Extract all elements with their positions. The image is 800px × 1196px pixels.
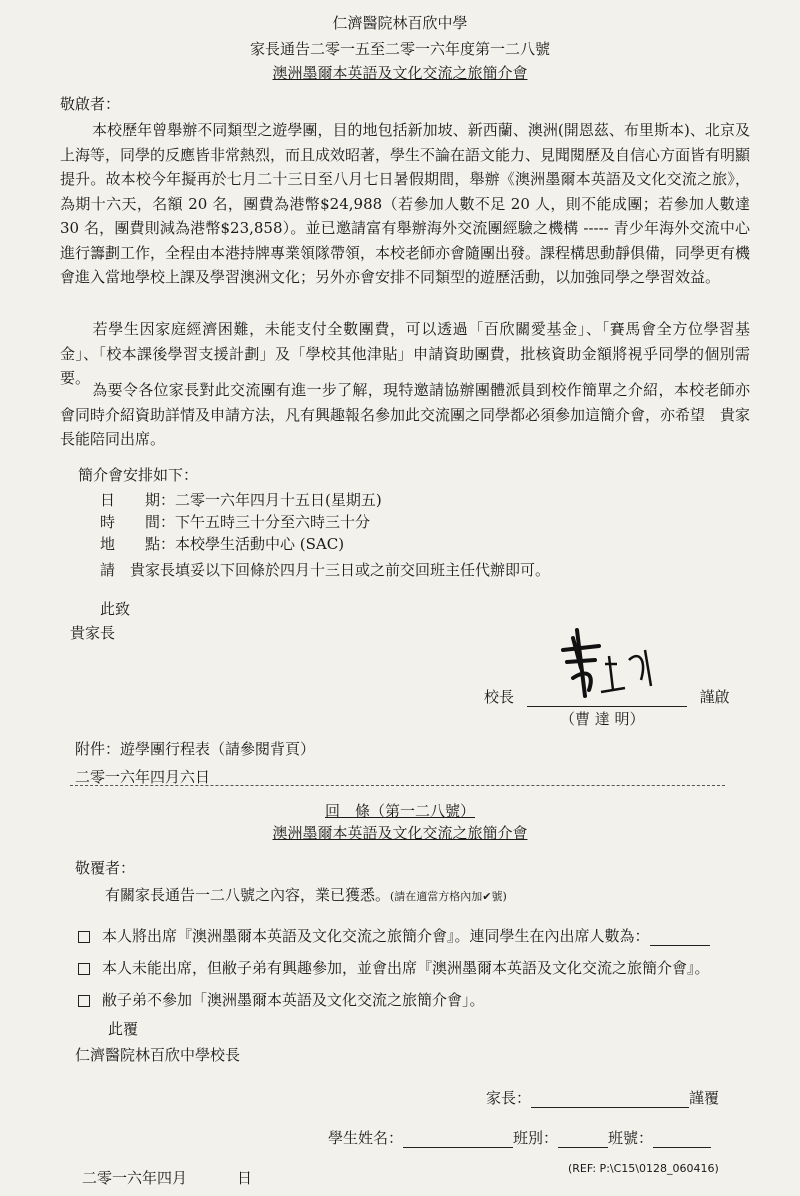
- paragraph-3: [60, 378, 750, 452]
- notice-date: 二零一六年四月六日: [75, 768, 211, 786]
- venue-value: 本校學生活動中心 (SAC): [175, 535, 345, 553]
- school-name: 仁濟醫院林百欣中學: [332, 14, 468, 32]
- reply-title: 回 條（第一二八號）: [324, 802, 475, 820]
- date-row: [100, 489, 382, 510]
- time-value: 下午五時三十分至六時三十分: [175, 513, 371, 531]
- parent-signature-field[interactable]: [531, 1093, 689, 1108]
- reply-subtitle: 澳洲墨爾本英語及文化交流之旅簡介會: [272, 824, 528, 842]
- parent-label: 家長：: [486, 1089, 532, 1107]
- date-label: 日 期：: [100, 491, 176, 509]
- class-field[interactable]: [558, 1133, 608, 1148]
- reference-code: (REF: P:\C15\0128_060416): [568, 1162, 719, 1175]
- date-value: 二零一六年四月十五日(星期五): [175, 491, 382, 509]
- option-1-label: 本人將出席『澳洲墨爾本英語及文化交流之旅簡介會』。連同學生在內出席人數為：: [102, 927, 650, 945]
- option-1-checkbox[interactable]: [78, 931, 90, 943]
- parent-line: [486, 1087, 719, 1108]
- principal-line: [484, 686, 730, 707]
- closing-to-1: 此致: [100, 600, 131, 618]
- time-label: 時 間：: [100, 513, 176, 531]
- number-field[interactable]: [653, 1133, 711, 1148]
- paragraph-1-text: 本校歷年曾舉辦不同類型之遊學團，目的地包括新加坡、新西蘭、澳洲(開恩茲、布里斯本)、北京及上海等，同學的反應皆非常熱烈，而且成效昭著，學生不論在語文能力、見聞閱歷及自信心方面皆有明顯提升。故本校今年擬再於七月二十三日至八月七日暑假期間，舉辦《澳洲墨爾本英語及文化交流之旅》，為期十六天，名額 20 名，團費為港幣$24,988（若參加人數不足 20 人，則不能成團；若參加人數達 30 名，團費則減為港幣$23,858）。並已邀請富有舉辦海外交流團經驗之機構 ----- 青少年海外交流中心進行籌劃工作，全程由本港持牌專業領隊帶領，本校老師亦會隨團出發。課程構思動靜俱備，同學更有機會進入當地學校上課及學習澳洲文化；另外亦會安排不同類型的遊歷活動，以加強同學之學習效益。: [60, 121, 751, 286]
- attendee-count-field[interactable]: [650, 931, 710, 946]
- option-2[interactable]: [78, 957, 710, 978]
- reply-to-1: 此覆: [108, 1020, 139, 1038]
- time-row: [100, 511, 370, 532]
- option-2-label: 本人未能出席，但敝子弟有興趣參加，並會出席『澳洲墨爾本英語及文化交流之旅簡介會』。: [102, 959, 710, 977]
- attachment-note: 附件：遊學團行程表（請參閱背頁）: [75, 740, 316, 758]
- paragraph-3-text: 為要令各位家長對此交流團有進一步了解，現特邀請協辦團體派員到校作簡單之介紹，本校老師亦會同時介紹資助詳情及申請方法，凡有興趣報名參加此交流團之同學都必須參加這簡介會，亦希望 貴家長能陪同出席。: [60, 381, 751, 448]
- parent-respect: 謹覆: [689, 1089, 720, 1107]
- number-label: 班號：: [608, 1129, 654, 1147]
- paragraph-1: [60, 118, 750, 290]
- closing-to-2: 貴家長: [70, 624, 116, 642]
- signature-line: [527, 690, 687, 707]
- salutation: 敬啟者：: [60, 95, 121, 113]
- reply-to-2: 仁濟醫院林百欣中學校長: [75, 1046, 241, 1064]
- tear-off-line: [70, 785, 725, 786]
- reply-salutation: 敬覆者：: [75, 859, 136, 877]
- arrangement-heading: 簡介會安排如下：: [78, 466, 199, 484]
- reply-ack-note: (請在適當方格內加✔號): [390, 890, 507, 903]
- reply-ack-text: 有關家長通告一二八號之內容，業已獲悉。: [105, 886, 391, 904]
- student-name-label: 學生姓名：: [328, 1129, 404, 1147]
- option-2-checkbox[interactable]: [78, 963, 90, 975]
- request-text: 請 貴家長填妥以下回條於四月十三日或之前交回班主任代辦即可。: [100, 561, 551, 579]
- option-3[interactable]: [78, 989, 485, 1010]
- option-1[interactable]: [78, 925, 710, 946]
- venue-row: [100, 533, 344, 554]
- option-3-checkbox[interactable]: [78, 995, 90, 1007]
- student-line: [328, 1127, 711, 1148]
- reply-ack: [105, 884, 507, 905]
- reply-date-line: [82, 1167, 252, 1188]
- paragraph-2-text: 若學生因家庭經濟困難，未能支付全數團費，可以透過「百欣關愛基金」、「賽馬會全方位學習基金」、「校本課後學習支援計劃」及「學校其他津貼」申請資助團費，批核資助金額將視乎同學的個別需要。: [60, 320, 750, 387]
- principal-label: 校長: [484, 688, 515, 706]
- student-name-field[interactable]: [403, 1133, 513, 1148]
- venue-label: 地 點：: [100, 535, 176, 553]
- principal-respect: 謹啟: [699, 688, 730, 706]
- option-3-label: 敝子弟不參加「澳洲墨爾本英語及文化交流之旅簡介會」。: [102, 991, 485, 1009]
- principal-name: （曹 達 明）: [560, 710, 645, 728]
- reply-day-label: 日: [237, 1169, 253, 1187]
- reply-date-text: 二零一六年四月: [82, 1169, 188, 1187]
- notice-number: 家長通告二零一五至二零一六年度第一二八號: [249, 40, 550, 58]
- notice-title: 澳洲墨爾本英語及文化交流之旅簡介會: [272, 64, 528, 82]
- class-label: 班別：: [513, 1129, 559, 1147]
